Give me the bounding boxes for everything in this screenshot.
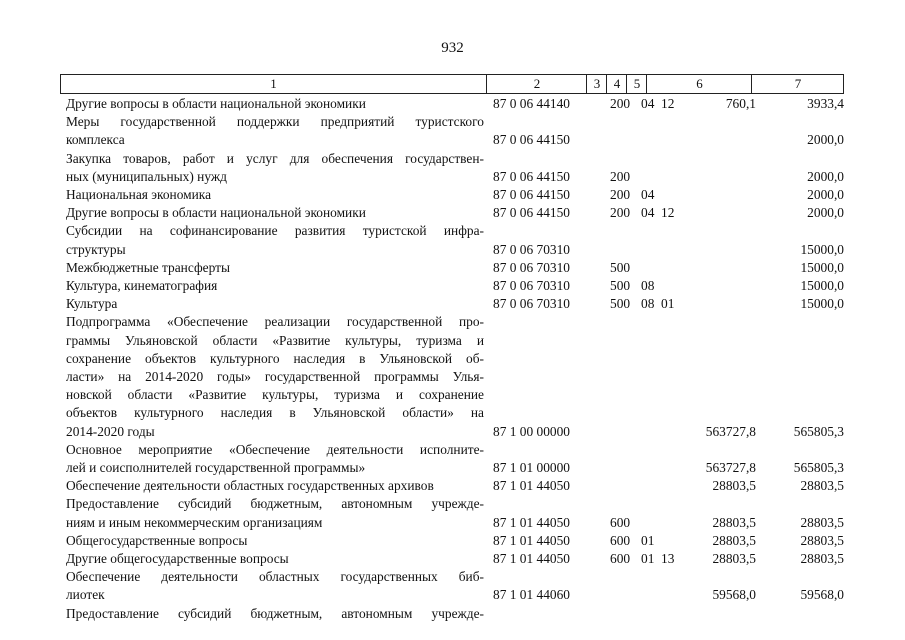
row-amount-col6: 563727,8 xyxy=(705,460,756,475)
header-col-2: 2 xyxy=(486,75,587,93)
row-amount-col7: 28803,5 xyxy=(800,532,844,548)
row-subsection: 01 xyxy=(661,296,675,312)
header-col-3: 3 xyxy=(586,75,607,93)
row-code: 87 0 06 70310 xyxy=(493,241,570,257)
row-amount-col6: 760,1 xyxy=(725,96,756,111)
row-name-text: Субсидии на софинансирование развития туристской инфра- xyxy=(66,223,484,239)
row-name-text: объектов культурного наследия в Ульяновской области» на xyxy=(66,405,484,421)
row-code: 87 1 01 00000 xyxy=(493,460,570,475)
row-amount-col7: 59568,0 xyxy=(800,587,844,603)
row-amount-col6: 28803,5 xyxy=(712,514,756,530)
row-name-text: Межбюджетные трансферты xyxy=(66,259,230,275)
row-name-text: Другие вопросы в области национальной экономики xyxy=(66,96,366,111)
row-amount-col7: 3933,4 xyxy=(807,96,844,111)
row-code: 87 0 06 70310 xyxy=(493,278,570,293)
row-name-text: комплекса xyxy=(66,132,125,148)
table-row xyxy=(0,605,905,623)
row-code: 87 1 01 44050 xyxy=(493,551,570,566)
row-code: 87 1 00 00000 xyxy=(493,423,570,439)
row-name-text: Культура xyxy=(66,296,118,312)
table-row xyxy=(0,568,905,586)
row-name-text: Другие общегосударственные вопросы xyxy=(66,551,289,566)
row-amount-col6: 28803,5 xyxy=(712,551,756,566)
table-row xyxy=(0,532,905,550)
table-row xyxy=(0,459,905,477)
table-row xyxy=(0,131,905,149)
table-row xyxy=(0,423,905,441)
row-name-text: Общегосударственные вопросы xyxy=(66,532,248,548)
row-code: 87 0 06 44150 xyxy=(493,205,570,221)
table-row xyxy=(0,186,905,204)
row-expense-type: 500 xyxy=(610,259,631,275)
row-name-text: 2014-2020 годы xyxy=(66,423,155,439)
table-row xyxy=(0,350,905,368)
row-amount-col6: 563727,8 xyxy=(705,423,756,439)
table-row xyxy=(0,332,905,350)
table-row xyxy=(0,404,905,422)
row-name-text: Обеспечение деятельности областных государственных архивов xyxy=(66,478,434,494)
row-subsection: 12 xyxy=(661,205,675,221)
table-row xyxy=(0,241,905,259)
header-col-7: 7 xyxy=(751,75,844,93)
table-row xyxy=(0,259,905,277)
row-code: 87 0 06 44140 xyxy=(493,96,570,111)
row-name-text: лиотек xyxy=(66,587,105,603)
page-number: 932 xyxy=(441,40,464,56)
row-name-text: Закупка товаров, работ и услуг для обеспечения государствен- xyxy=(66,150,484,166)
table-row xyxy=(0,441,905,459)
row-name-text: структуры xyxy=(66,241,126,257)
table-row xyxy=(0,277,905,295)
row-expense-type: 600 xyxy=(610,532,631,548)
row-name-text: граммы Ульяновской области «Развитие культуры, туризма и xyxy=(66,332,484,348)
row-section: 04 xyxy=(641,187,655,202)
row-subsection: 13 xyxy=(661,551,675,566)
row-name-text: лей и соисполнителей государственной программы» xyxy=(66,460,366,475)
table-row xyxy=(0,204,905,222)
table-row xyxy=(0,150,905,168)
row-expense-type: 200 xyxy=(610,187,631,202)
row-code: 87 0 06 70310 xyxy=(493,259,570,275)
row-amount-col7: 28803,5 xyxy=(800,551,844,566)
row-name-text: ных (муниципальных) нужд xyxy=(66,168,227,184)
row-section: 01 xyxy=(641,532,655,548)
row-section: 04 xyxy=(641,96,655,111)
row-expense-type: 500 xyxy=(610,296,631,312)
row-amount-col7: 565805,3 xyxy=(793,423,844,439)
row-section: 08 xyxy=(641,278,655,293)
row-name-text: Обеспечение деятельности областных государственных биб- xyxy=(66,569,484,585)
row-amount-col7: 15000,0 xyxy=(800,278,844,293)
row-amount-col6: 28803,5 xyxy=(712,478,756,494)
row-code: 87 1 01 44050 xyxy=(493,532,570,548)
table-row xyxy=(0,222,905,240)
row-section: 08 xyxy=(641,296,655,312)
table-row xyxy=(0,368,905,386)
table-header xyxy=(60,74,844,94)
row-amount-col7: 15000,0 xyxy=(800,259,844,275)
row-amount-col7: 28803,5 xyxy=(800,514,844,530)
row-amount-col7: 15000,0 xyxy=(800,296,844,312)
table-row xyxy=(0,295,905,313)
table-row xyxy=(0,168,905,186)
row-code: 87 1 01 44050 xyxy=(493,514,570,530)
row-name-text: ласти» на 2014-2020 годы» государственной программы Улья- xyxy=(66,369,484,384)
header-col-1: 1 xyxy=(270,76,277,91)
row-expense-type: 500 xyxy=(610,278,631,293)
row-amount-col7: 28803,5 xyxy=(800,478,844,494)
table-row xyxy=(0,495,905,513)
row-amount-col6: 28803,5 xyxy=(712,532,756,548)
row-expense-type: 200 xyxy=(610,205,631,221)
row-name-text: Другие вопросы в области национальной экономики xyxy=(66,205,366,221)
row-name-text: Культура, кинематография xyxy=(66,278,218,293)
row-amount-col7: 565805,3 xyxy=(793,460,844,475)
row-name-text: сохранение объектов культурного наследия в Ульяновской об- xyxy=(66,350,484,366)
row-code: 87 0 06 44150 xyxy=(493,132,570,148)
row-expense-type: 200 xyxy=(610,96,631,111)
header-col-5: 5 xyxy=(626,75,647,93)
row-code: 87 1 01 44050 xyxy=(493,478,570,494)
row-section: 01 xyxy=(641,551,655,566)
table-row xyxy=(0,95,905,113)
row-expense-type: 200 xyxy=(610,168,631,184)
row-code: 87 0 06 44150 xyxy=(493,187,570,202)
row-name-text: ниям и иным некоммерческим организациям xyxy=(66,514,323,530)
row-name-text: Подпрограмма «Обеспечение реализации государственной про- xyxy=(66,314,484,330)
table-row xyxy=(0,313,905,331)
row-name-text: Предоставление субсидий бюджетным, автономным учрежде- xyxy=(66,605,484,621)
row-amount-col7: 15000,0 xyxy=(800,241,844,257)
table-row xyxy=(0,113,905,131)
table-row xyxy=(0,514,905,532)
table-row xyxy=(0,550,905,568)
row-name-text: Предоставление субсидий бюджетным, автономным учрежде- xyxy=(66,496,484,512)
row-amount-col7: 2000,0 xyxy=(807,132,844,148)
row-name-text: Основное мероприятие «Обеспечение деятельности исполните- xyxy=(66,441,484,457)
row-code: 87 0 06 44150 xyxy=(493,168,570,184)
table-row xyxy=(0,586,905,604)
row-subsection: 12 xyxy=(661,96,675,111)
row-expense-type: 600 xyxy=(610,551,631,566)
row-amount-col7: 2000,0 xyxy=(807,205,844,221)
row-code: 87 1 01 44060 xyxy=(493,587,570,603)
header-col-4: 4 xyxy=(606,75,627,93)
row-name-text: новской области «Развитие культуры, туризма и сохранение xyxy=(66,387,484,403)
row-amount-col7: 2000,0 xyxy=(807,168,844,184)
row-amount-col6: 59568,0 xyxy=(712,587,756,603)
row-name-text: Меры государственной поддержки предприятий туристского xyxy=(66,114,484,130)
row-amount-col7: 2000,0 xyxy=(807,187,844,202)
row-expense-type: 600 xyxy=(610,514,631,530)
table-row xyxy=(0,477,905,495)
table-row xyxy=(0,386,905,404)
header-col-6: 6 xyxy=(646,75,752,93)
row-section: 04 xyxy=(641,205,655,221)
row-name-text: Национальная экономика xyxy=(66,187,212,202)
row-code: 87 0 06 70310 xyxy=(493,296,570,312)
